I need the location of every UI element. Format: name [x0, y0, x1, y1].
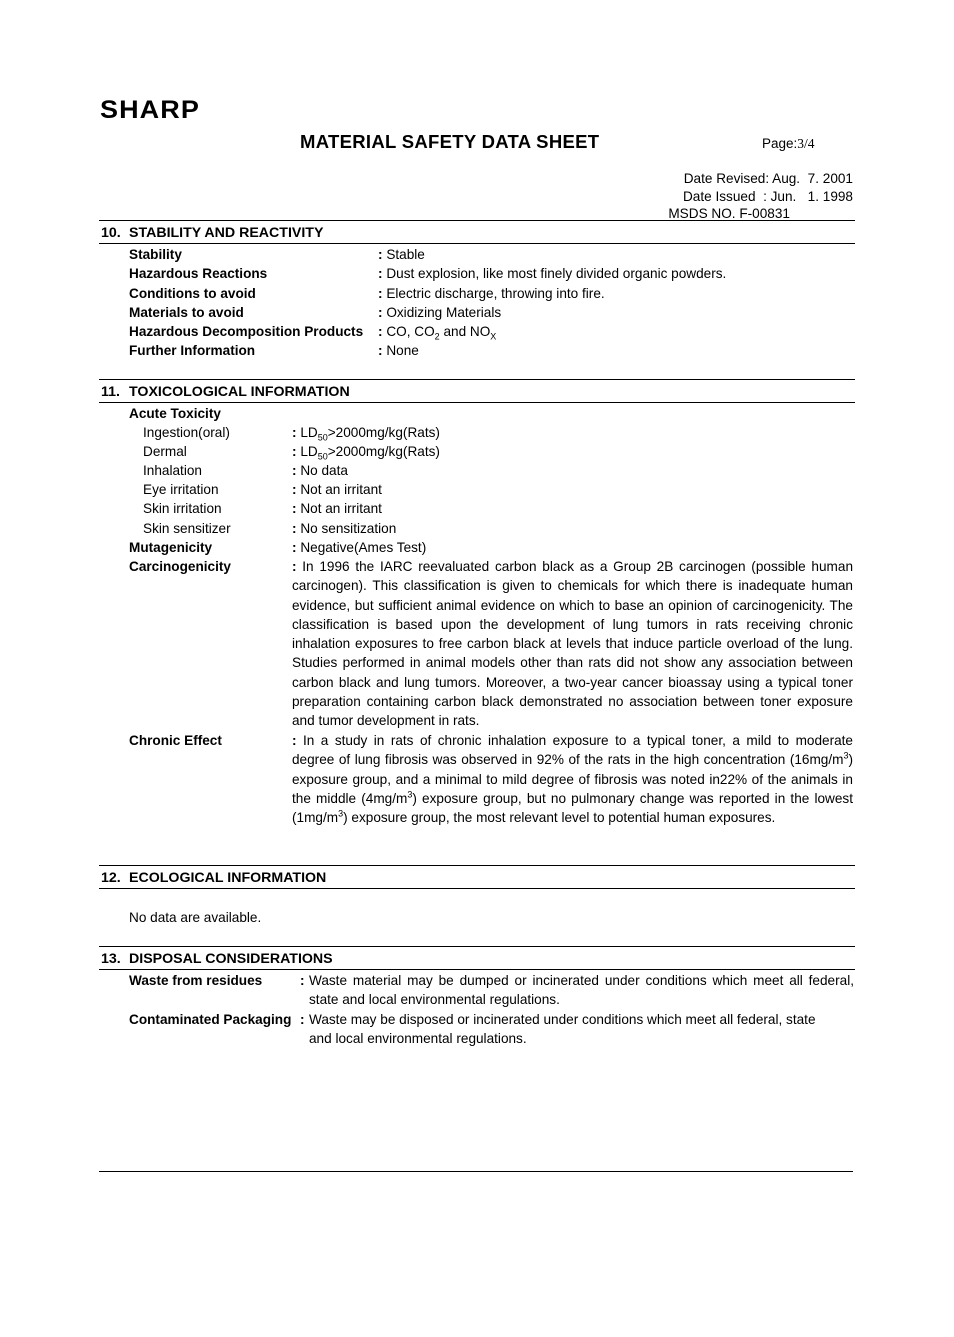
divider	[99, 969, 855, 970]
divider	[99, 888, 855, 889]
waste-colon: :	[300, 973, 305, 988]
date-revised: Date Revised: Aug. 7. 2001	[683, 171, 853, 186]
hazardous-reactions-label: Hazardous Reactions	[129, 266, 268, 281]
section-number: 10.	[101, 225, 121, 241]
eye-irritation-value: : Not an irritant	[292, 482, 382, 497]
conditions-label: Conditions to avoid	[129, 286, 256, 301]
carcinogenicity-value: : In 1996 the IARC reevaluated carbon black as a Group 2B carcinogen (possible human carcinogen). This classification is given to chemicals for which there is inadequate human evidence, but sufficient animal evidence on which to base an opinion of carcinogenicity. The classification is based upon the development of lung tumors in rats receiving chronic inhalation exposures to free carbon black at levels that induce particle overload of the lung. Studies performed in animal models other than rats did not show any association between carbon black and lung tumors. Moreover, a two-year cancer bioassay using a typical toner preparation containing carbon black demonstrated no association between toner exposure and tumor development in rats.	[292, 559, 854, 729]
page-number: 3/4	[797, 136, 815, 151]
section-number: 11.	[101, 384, 120, 400]
divider	[99, 865, 855, 866]
date-issued: Date Issued : Jun. 1. 1998	[682, 189, 853, 204]
divider	[99, 946, 855, 947]
section-13-heading	[101, 951, 333, 967]
divider	[99, 379, 855, 380]
msds-number: MSDS NO. F-00831	[668, 206, 790, 221]
section-number: 12.	[101, 870, 121, 886]
further-info-label: Further Information	[129, 343, 256, 358]
inhalation-value: : No data	[292, 463, 348, 478]
acute-toxicity-label: Acute Toxicity	[129, 406, 221, 421]
mutagenicity-label: Mutagenicity	[129, 540, 213, 555]
chronic-effect-label: Chronic Effect	[129, 733, 222, 748]
divider	[99, 220, 855, 221]
stability-label: Stability	[129, 247, 182, 262]
section-title: TOXICOLOGICAL INFORMATION	[129, 384, 350, 400]
page-label: Page:	[762, 136, 798, 151]
ingestion-value: : $LD_{50}>2000mg/kg(Rats)$	[292, 425, 440, 443]
divider	[99, 243, 855, 244]
waste-residues-label: Waste from residues	[129, 973, 263, 988]
section-12-heading	[101, 870, 326, 886]
contaminated-packaging-value: Waste may be disposed or incinerated under conditions which meet all federal, state and local environmental regulations.	[309, 1012, 816, 1047]
materials-value: : Oxidizing Materials	[378, 305, 502, 320]
materials-label: Materials to avoid	[129, 305, 244, 320]
skin-sensitizer-label: Skin sensitizer	[143, 521, 231, 536]
divider	[99, 402, 855, 403]
section-title: STABILITY AND REACTIVITY	[129, 225, 324, 241]
sharp-logo: SHARP	[100, 96, 200, 124]
mutagenicity-value: : Negative(Ames Test)	[292, 540, 427, 555]
ingestion-label: Ingestion(oral)	[143, 425, 230, 440]
section-title: DISPOSAL CONSIDERATIONS	[129, 951, 333, 967]
packaging-colon: :	[300, 1012, 305, 1027]
skin-irritation-value: : Not an irritant	[292, 501, 382, 516]
further-info-value: : None	[378, 343, 419, 358]
section-title: ECOLOGICAL INFORMATION	[129, 870, 327, 886]
decomposition-value: : CO, $CO_2$ and $NO_X$	[378, 324, 497, 342]
waste-residues-value: Waste material may be dumped or incinerated under conditions which meet all federal, state and local environmental regulations.	[309, 973, 854, 1008]
page-indicator	[762, 136, 815, 152]
section-11-heading	[101, 384, 350, 400]
dermal-value: : $LD_{50}>2000mg/kg(Rats)$	[292, 444, 440, 462]
ecological-text: No data are available.	[129, 910, 262, 925]
section-number: 13.	[101, 951, 121, 967]
conditions-value: : Electric discharge, throwing into fire.	[378, 286, 605, 301]
skin-irritation-label: Skin irritation	[143, 501, 222, 516]
stability-value: : Stable	[378, 247, 425, 262]
dermal-label: Dermal	[143, 444, 187, 459]
decomposition-label: Hazardous Decomposition Products	[129, 324, 364, 339]
inhalation-label: Inhalation	[143, 463, 202, 478]
section-10-heading	[101, 225, 323, 241]
footer-divider	[99, 1171, 853, 1172]
contaminated-packaging-label: Contaminated Packaging	[129, 1012, 292, 1027]
document-title: MATERIAL SAFETY DATA SHEET	[300, 131, 600, 152]
hazardous-reactions-value: : Dust explosion, like most finely divided organic powders.	[378, 266, 727, 281]
chronic-effect-value: : In a study in rats of chronic inhalation exposure to a typical toner, a mild to moderate degree of lung fibrosis was observed in 92% of the rats in the high concentration $(16mg/m^3)$ exposure group, and a minimal to mild degree of fibrosis was noted in22% of the animals in the middle $(4mg/m^3)$ exposure group, but no pulmonary change was reported in the lowest $(1mg/m^3)$ exposure group, the most relevant level to potential human exposures.	[292, 733, 853, 826]
skin-sensitizer-value: : No sensitization	[292, 521, 397, 536]
eye-irritation-label: Eye irritation	[143, 482, 219, 497]
carcinogenicity-label: Carcinogenicity	[129, 559, 231, 574]
